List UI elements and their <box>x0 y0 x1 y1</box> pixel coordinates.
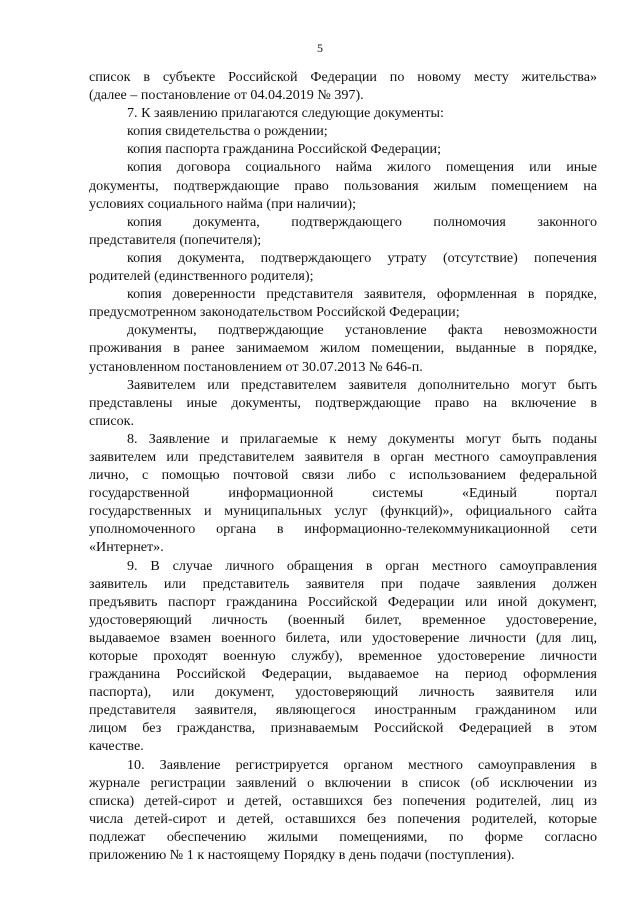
text-line: представителя заявителя, являющегося иностранным гражданином или <box>89 702 597 719</box>
text-line: качестве. <box>89 738 144 755</box>
text-line: 9. В случае личного обращения в орган местного самоуправления <box>127 557 597 574</box>
text-line: уполномоченного органа в информационно-телекоммуникационной сети <box>89 521 597 538</box>
text-line: копия договора социального найма жилого помещения или иные <box>127 159 597 176</box>
text-line: удостоверяющий личность (военный билет, временное удостоверение, <box>89 611 597 628</box>
text-line: список в субъекте Российской Федерации по новому месту жительства» <box>89 69 597 85</box>
text-line: заявителем или представителем заявителя в орган местного самоуправления <box>89 448 597 465</box>
text-line: копия доверенности представителя заявителя, оформленная в порядке, <box>127 286 597 303</box>
text-line: представлены иные документы, подтверждающие право на включение в <box>89 394 597 411</box>
text-line: журнале регистрации заявлений о включении в список (об исключении из <box>89 774 597 791</box>
text-line: предъявить паспорт гражданина Российской Федерации или иной документ, <box>89 593 597 610</box>
text-line: список. <box>89 412 135 429</box>
text-line: лично, с помощью почтовой связи либо с использованием федеральной <box>89 467 597 484</box>
text-line: числа детей-сирот и детей, оставшихся без попечения родителей, которые <box>89 810 597 827</box>
text-line: документы, подтверждающие право пользования жилым помещением на <box>89 177 597 194</box>
text-line: лицом без гражданства, признаваемым Российской Федерацией в этом <box>89 720 597 737</box>
text-line: копия паспорта гражданина Российской Федерации; <box>127 141 441 158</box>
text-line: паспорта), или документ, удостоверяющий личность заявителя или <box>89 684 597 701</box>
text-line: Заявителем или представителем заявителя дополнительно могут быть <box>127 376 597 393</box>
text-line: проживания в ранее занимаемом жилом помещении, выданные в порядке, <box>89 340 597 357</box>
text-line: которые проходят военную службу), временное удостоверение личности <box>89 648 597 664</box>
text-line: 8. Заявление и прилагаемые к нему документы могут быть поданы <box>127 430 597 447</box>
text-line: представителя (попечителя); <box>89 231 262 248</box>
document-body <box>89 68 597 864</box>
text-line: выдаваемое взамен военного билета, или удостоверение личности (для лиц, <box>89 629 597 646</box>
text-line: списка) детей-сирот и детей, оставшихся без попечения родителей, лиц из <box>89 792 597 809</box>
text-line: (далее – постановление от 04.04.2019 № 397). <box>89 87 364 104</box>
text-line: 10. Заявление регистрируется органом местного самоуправления в <box>127 756 597 773</box>
text-line: заявитель или представитель заявителя при подаче заявления должен <box>89 575 597 592</box>
text-line: подлежат обеспечению жилыми помещениями, по форме согласно <box>89 828 597 845</box>
text-line: копия документа, подтверждающего утрату (отсутствие) попечения <box>127 249 597 266</box>
text-line: государственных и муниципальных услуг (функций)», официального сайта <box>89 503 597 520</box>
text-line: установленном постановлением от 30.07.2013 № 646-п. <box>89 358 423 375</box>
text-line: документы, подтверждающие установление факта невозможности <box>127 322 597 339</box>
text-line: гражданина Российской Федерации, выдаваемое на период оформления <box>89 666 597 683</box>
text-line: государственной информационной системы «Единый портал <box>89 485 597 502</box>
text-line: приложению № 1 к настоящему Порядку в день подачи (поступления). <box>89 847 515 864</box>
text-line: условиях социального найма (при наличии); <box>89 195 357 212</box>
text-line: «Интернет». <box>89 539 164 556</box>
text-line: родителей (единственного родителя); <box>89 268 314 285</box>
text-line: копия свидетельства о рождении; <box>127 123 328 140</box>
page-number: 5 <box>317 41 323 55</box>
text-line: предусмотренном законодательством Российской Федерации; <box>89 304 460 321</box>
text-line: 7. К заявлению прилагаются следующие документы: <box>127 105 444 122</box>
text-line: копия документа, подтверждающего полномочия законного <box>127 213 597 230</box>
